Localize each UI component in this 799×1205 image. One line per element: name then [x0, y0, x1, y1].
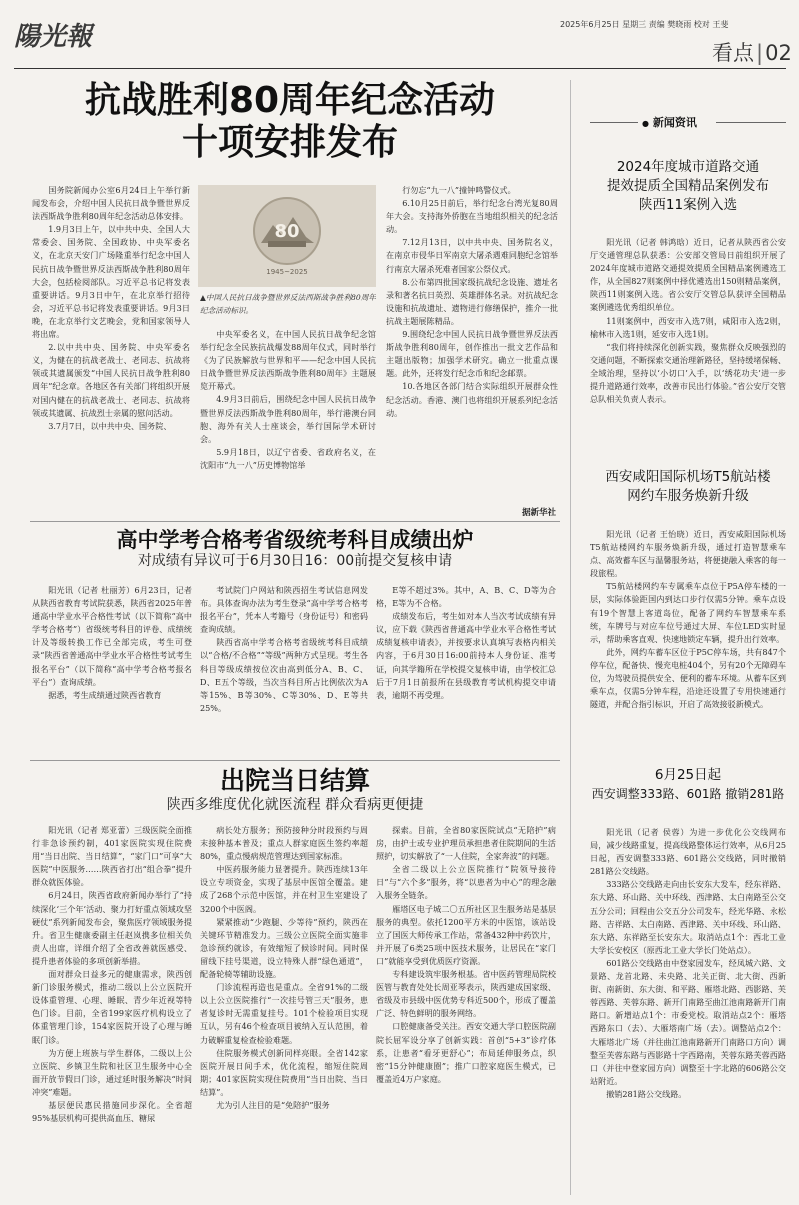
exam-col-2: [200, 584, 368, 756]
lead-col-1: [32, 184, 190, 514]
exam-col3-para: E等不超过3%。其中，A、B、C、D等为合格，E等为不合格。: [376, 585, 556, 609]
hospital-col3-para: 口腔健康备受关注。西安交通大学口腔医院副院长屈军设分享了创新实践：首创“5+3”诊疗体系，让患者“看牙更舒心”；布局延伸服务点，织密“15分钟健康圈”；推广口腔家庭医生模式，已覆盖近4万户家庭。: [376, 1021, 556, 1084]
terminal-para: 阳光讯（记者 王怡晓）近日，西安咸阳国际机场T5航站楼网约车服务焕新升级，通过打造智慧乘车点、高效蓄车区与温馨服务站，将便捷融入乘客的每一段旅程。: [590, 529, 786, 579]
section-title: 看点|02: [712, 41, 792, 65]
hospital-headline: 出院当日结算: [219, 766, 370, 795]
lead-col1-para: 1.9月3日上午，以中共中央、全国人大常委会、国务院、全国政协、中央军委名义，在北京天安门广场隆重举行纪念中国人民抗日战争暨世界反法西斯战争胜利80周年大会，包括检阅部队。习近平总书记将发表重要讲话。9月3日中午，在北京举行招待会，习近平总书记将发表重要讲话。9月3日晚，在北京举行文艺晚会，党和国家领导人将出席。: [32, 224, 190, 340]
page-number: 02: [765, 41, 792, 65]
exam-col-1: [32, 584, 192, 756]
hospital-col3-para: 专科建设筑牢服务根基。省中医药管理局院校医管与教育处处长周亚琴表示，陕西建成国家级、省级及市县级中医优势专科近500个，形成了覆盖广泛、特色鲜明的服务网络。: [376, 969, 556, 1019]
exam-col1-para: 阳光讯（记者 杜丽芳）6月23日，记者从陕西省教育考试院获悉，陕西省2025年普通高中学业水平合格性考试（以下简称“高中学考合格考”）省级统考科目的评卷、成绩统计及等级转换工作已全部完成，考生可登录“陕西省普通高中学业水平合格性考试考生报名平台”（以下简称“高中学考合格考报名平台”）查询成绩。: [32, 585, 192, 687]
lead-source: 据新华社: [521, 508, 556, 518]
hospital-subhead: 陕西多维度优化就医流程 群众看病更便捷: [166, 797, 424, 813]
hospital-col2-para: 紧紧推动“少跑腿、少等待”预约，陕西在关键环节精准发力。三级公立医院全面实施非急诊预约就诊，有效缩短了候诊时间。同时保留线下挂号渠道，设立特殊人群“绿色通道”，配备轮椅等辅助设施。: [200, 916, 368, 980]
roads-headline-line: 陕西11案例入选: [638, 197, 738, 213]
roads-headline-line: 2024年度城市道路交通: [616, 159, 760, 175]
svg-text:80: 80: [274, 221, 300, 242]
lead-col3-para: 10.各地区各部门结合实际组织开展群众性纪念活动。香港、澳门也将组织开展系列纪念活动。: [386, 381, 558, 418]
hospital-col3-para: 探索。目前，全省80家医院试点“无陪护”病房，由护士或专业护理员承担患者住院期间的生活照护，切实解放了“一人住院，全家奔波”的问题。: [376, 825, 556, 862]
terminal-body: [590, 528, 786, 748]
exam-col-3: [376, 584, 556, 756]
exam-col1-para: 据悉，考生成绩通过陕西省教育: [48, 689, 162, 700]
hospital-col1-para: 面对群众日益多元的健康需求，陕西创新门诊服务模式，推动二级以上公立医院开设体重管理、心理、睡眠、青少年近视等特色门诊。目前，全省199家医疗机构设立了体重管理门诊，154家医院开设了心理与睡眠门诊。: [32, 969, 192, 1045]
section-name: 看点: [712, 41, 754, 65]
hospital-col2-para: 门诊流程再造也是重点。全省91%的二级以上公立医院推行“一次挂号管三天”服务，患者复诊时无需重复挂号。101个检验项目实现互认，另有46个检查项目被纳入互认范围，着力破解重复检查检验难题。: [200, 982, 368, 1045]
lead-col1-para: 3.7月7日，以中共中央、国务院、: [48, 420, 172, 431]
hospital-col-2: [200, 824, 368, 1200]
hospital-col1-para: 6月24日，陕西省政府新闻办举行了“持续深化‘三个年’活动、聚力打好重点领域攻坚硬仗”系列新闻发布会，聚焦医疗领域服务提升。省卫生健康委副主任赵岚携多位相关负责人出席，详细介绍了全省改善就医感受、提升患者体验的多项创新举措。: [32, 890, 192, 966]
hospital-col1-para: 基层便民惠民措施同步深化。全省超95%基层机构可提供高血压、糖尿: [32, 1099, 192, 1124]
lead-col-2: [200, 328, 376, 514]
hospital-col-1: [32, 824, 192, 1200]
lead-col3-para: 8.公布第四批国家级抗战纪念设施、遗址名录和著名抗日英烈、英雄群体名录。对抗战纪念设施和抗战遗址、遗物进行修缮保护，推介一批抗战主题展陈精品。: [386, 276, 558, 326]
lead-col3-para: 行勿忘“九一八”撞钟鸣警仪式。: [402, 185, 516, 195]
exam-subhead: 对成绩有异议可于6月30日16：00前提交复核申请: [137, 553, 453, 569]
bus-headline-line: 6月25日起: [654, 767, 722, 783]
bus-body: [590, 826, 786, 1198]
bus-para: 撤销281路公交线路。: [606, 1088, 687, 1099]
hospital-col2-para: 病长处方服务；预防接种分时段预约与周末接种基本普及；重点人群家庭医生签约率超80%，重点慢病规范管理达到国家标准。: [200, 825, 368, 862]
roads-para: 阳光讯（记者 韩鸿晗）近日，记者从陕西省公安厅交通管理总队获悉：公安部交管局日前组织开展了2024年度城市道路交通提效提质全国精品案例遴选工作，从全国827则案例中择优遴选出150则精品案例，陕西11则案例入选。省公安厅交管总队获评全国精品案例遴选优秀组织单位。: [590, 237, 786, 313]
roads-para: 11则案例中，西安市入选7则，咸阳市入选2则，榆林市入选1则，延安市入选1则。: [590, 315, 786, 339]
lead-headline-2: 十项安排发布: [181, 122, 398, 163]
roads-body: [590, 236, 786, 452]
hospital-col3-para: 雁塔区电子城二〇五所社区卫生服务站是基层服务的典型。依托1200平方米的中医馆，该站设立了国医大师传承工作站，常备432种中药饮片，并开展了6类25项中医技术服务，让居民在“家门口”就能享受到优质医疗资源。: [376, 903, 556, 966]
hospital-col1-para: 阳光讯（记者 郑亚蕾）三级医院全面推行非急诊预约制，401家医院实现住院费用“当日出院、当日结算”，“家门口”可享“大医院”中医服务……陕西省打出“组合拳”提升群众就医体验。: [32, 825, 192, 888]
exam-col3-para: 成绩发布后，考生如对本人当次考试成绩有异议，应下载《陕西省普通高中学业水平合格性考试成绩复核申请表》，并按要求认真填写表格内相关内容，于6月30日16:00前持本人身份证、准考证，向其学籍所在学校提交复核申请，由学校汇总后于7月1日前报所在县级教育考试机构提交申请表，逾期不再受理。: [376, 611, 556, 700]
lead-col2-para: 中央军委名义，在中国人民抗日战争纪念馆举行纪念全民族抗战爆发88周年仪式，同时举行《为了民族解放与世界和平——纪念中国人民抗日战争暨世界反法西斯战争胜利80周年》主题展览开幕式。: [200, 329, 376, 392]
exam-headline: 高中学考合格考省级统考科目成绩出炉: [116, 528, 474, 552]
exam-col2-para: 陕西省高中学考合格考省级统考科目成绩以“合格/不合格”“等级”两种方式呈现。考生各科目等级成绩按位次由高到低分A、B、C、D、E五个等级，当次当科目所占比例依次为A等15%、B等30%、C等30%、D、E等共25%。: [200, 637, 368, 713]
hospital-col2-para: 住院服务模式创新同样亮眼。全省142家医院开展日间手术，优化流程，缩短住院周期；401家医院实现住院费用“当日出院、当日结算”。: [200, 1047, 368, 1097]
terminal-headline: [586, 468, 790, 506]
hospital-col-3: [376, 824, 556, 1200]
lead-col2-para: 5.9月18日，以辽宁省委、省政府名义，在沈阳市“九一八”历史博物馆举: [200, 446, 376, 470]
lead-col2-para: 4.9月3日前后，围绕纪念中国人民抗日战争暨世界反法西斯战争胜利80周年，举行港澳台同胞、海外有关人士座谈会，举行国际学术研讨会。: [200, 394, 376, 444]
sidebar-rule-left: [590, 122, 638, 123]
lead-col3-para: 9.围绕纪念中国人民抗日战争暨世界反法西斯战争胜利80周年，创作推出一批文艺作品和主题出版物；加强学术研究。确立一批重点课题。此外，还将发行纪念币和纪念邮票。: [386, 329, 558, 379]
exam-col2-para: 考试院门户网站和陕西招生考试信息网发布。具体查询办法为考生登录“高中学考合格考报名平台”，凭本人考籍号（身份证号）和密码查询成绩。: [200, 585, 368, 635]
roads-headline: [586, 158, 790, 215]
bus-headline: [586, 766, 790, 804]
masthead-info: 2025年6月25日 星期三 责编 樊晓雨 校对 王斐: [560, 20, 729, 29]
masthead: [0, 0, 799, 72]
sidebar-section-header: [590, 110, 786, 136]
masthead-logo: 陽光報: [14, 22, 93, 52]
hospital-col2-para: 中医药服务能力显著提升。陕西连续13年设立专项资金，实现了基层中医馆全覆盖。建成了268个示范中医馆，并在村卫生室建设了3200个中医阁。: [200, 864, 368, 914]
bus-para: 333路公交线路走向由长安东大发车，经东祥路、东大路、环山路、关中环线、西津路、太白南路至公交五分公司；回程由公交五分公司发车，经光华路、永松路、吉祥路、太白南路、西津路、关中环线、环山路、东大路、东祥路至长安东大。取消站点1个：西北工业大学长安校区（原西北工业大学长门处站点）。: [590, 879, 786, 955]
masthead-rule: [14, 68, 786, 69]
terminal-para: 此外，网约车蓄车区位于P5C停车场，共有847个停车位，配备快、慢充电桩404个，另有20个无障碍车位，为驾驶员提供安全、便利的蓄车环境。从蓄车区到乘车点，仅需5分钟车程，沿途还设置了专用快速通行隧道，并配合指引标识，开启了高效接驳新模式。: [590, 646, 786, 710]
lead-col3-para: 6.10月25日前后，举行纪念台湾光复80周年大会。支持海外侨胞在当地组织相关的纪念活动。: [386, 198, 558, 235]
exam-bottom-rule: [30, 760, 560, 761]
lead-bottom-rule: [30, 521, 560, 522]
bullet-icon: ●: [642, 119, 649, 128]
hospital-col3-para: 全省二级以上公立医院推行“院领导接待日”与“六个多”服务，将“以患者为中心”的理念融入服务全链条。: [376, 864, 556, 901]
bus-para: 601路公交线路由中登家园发车，经凤城六路、文景路、龙首北路、未央路、北关正街、北大街、西新街、南新街、东大街、和平路、雁塔北路、西影路、芙蓉西路、芙蓉东路、新开门南路至曲江池南路新开门南路口。新增站点1个：市委党校。取消站点2个：雁塔西路东口（去）、大雁塔南广场（去）。调整站点2个：大雁塔北广场（并往曲江池南路新开门南路口方向）调整至芙蓉东路与西影路十字西路南，芙蓉东路芙蓉西路口（并往中登家园方向）调整至十字北路的606路公交站附近。: [590, 957, 786, 1086]
lead-caption: ▲中国人民抗日战争暨世界反法西斯战争胜利80周年纪念活动标识。: [200, 293, 376, 315]
column-divider: [570, 80, 571, 1195]
sidebar-rule-right: [716, 122, 786, 123]
logo-year: 1945~2025: [266, 268, 308, 276]
bus-para: 阳光讯（记者 侯蓉）为进一步优化公交线网布局，减少线路重复，提高线路整体运行效率，从6月25日起，西安调整333路、601路公交线路，同时撤销281路公交线路。: [590, 827, 786, 877]
hospital-col2-para: 尤为引人注目的是“免陪护”服务: [216, 1099, 330, 1110]
roads-headline-line: 提效提质全国精品案例发布: [607, 178, 769, 194]
terminal-para: T5航站楼网约车专属乘车点位于P5A停车楼的一层，实际体验距国内到达口步行仅需5分钟。乘车点设有19个智慧上客道岛位，配备了网约车智慧乘车系统，车牌号与对应车位号通过大屏、车位LED实时显示，帮助乘客直观、快速地锁定车辆，提升出行效率。: [590, 581, 786, 644]
roads-para: “我们将持续深化创新实践，聚焦群众反映强烈的交通问题，不断探索交通治理新路径，坚持缓堵保畅、全域治理，坚持以‘小切口’入手，以‘绣花功夫’进一步提升道路通行效率，改善市民出行体验。”省公安厅交管总队相关负责人表示。: [590, 341, 786, 405]
sidebar-section-label: [642, 114, 697, 130]
lead-col3-para: 7.12月13日，以中共中央、国务院名义，在南京市侵华日军南京大屠杀遇难同胞纪念馆举行南京大屠杀死难者国家公祭仪式。: [386, 237, 558, 274]
lead-headline-1: 抗战胜利80周年纪念活动: [84, 80, 496, 121]
terminal-headline-line: 网约车服务焕新升级: [627, 488, 749, 504]
sidebar-section-text: 新闻资讯: [652, 116, 697, 129]
bus-headline-line: 西安调整333路、601路 撤销281路: [591, 787, 785, 801]
lead-col1-para: 国务院新闻办公室6月24日上午举行新闻发布会，介绍中国人民抗日战争暨世界反法西斯战争胜利80周年纪念活动总体安排。: [32, 185, 190, 222]
lead-col1-para: 2.以中共中央、国务院、中央军委名义，为健在的抗战老战士、老同志、抗战将领或其遗属颁发“中国人民抗日战争胜利80周年”纪念章。各地区各有关部门将组织开展对国内健在的抗战老战士、老同志、抗战将领或其遗属、抗战烈士亲属的慰问活动。: [32, 342, 190, 418]
lead-image: [198, 185, 376, 287]
lead-col-3: [386, 184, 558, 504]
terminal-headline-line: 西安咸阳国际机场T5航站楼: [605, 469, 771, 485]
hospital-col1-para: 为方便上班族与学生群体，二级以上公立医院、乡镇卫生院和社区卫生服务中心全面开放节假日门诊，通过延时服务解决“时间冲突”难题。: [32, 1047, 192, 1097]
